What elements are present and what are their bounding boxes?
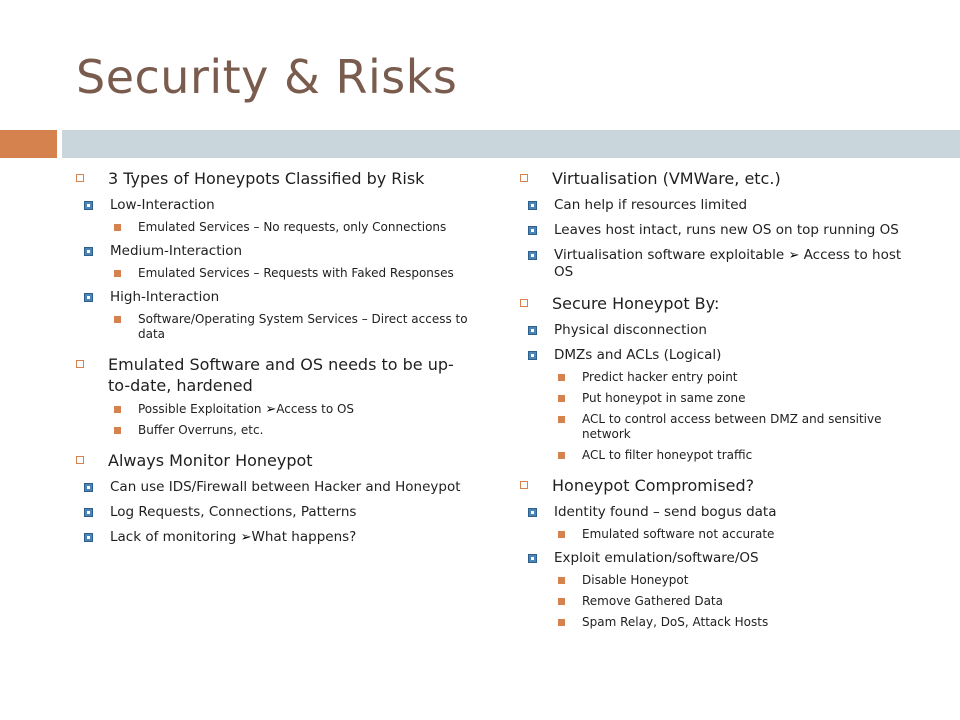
page-title: Security & Risks [76,50,458,104]
detail-disable: Disable Honeypot [520,573,920,588]
square-bullet-icon [558,452,565,459]
square-bullet-icon [528,251,537,260]
title-accent-bar [0,130,57,158]
square-bullet-icon [84,508,93,517]
square-bullet-icon [558,395,565,402]
square-bullet-icon [558,531,565,538]
sub-bullet-resources: Can help if resources limited [520,197,920,214]
detail-spam-relay: Spam Relay, DoS, Attack Hosts [520,615,920,630]
detail-acl-control: ACL to control access between DMZ and sensitive network [520,412,920,442]
square-bullet-icon [76,360,84,368]
square-bullet-icon [558,374,565,381]
right-column [520,168,920,630]
square-bullet-icon [528,508,537,517]
sub-bullet-low: Low-Interaction [76,197,474,214]
sub-bullet-medium: Medium-Interaction [76,243,474,260]
detail-exploitation: Possible Exploitation ➢Access to OS [76,402,474,417]
arrow-icon: ➢ [265,402,277,417]
bullet-monitor: Always Monitor Honeypot [76,450,474,471]
square-bullet-icon [528,351,537,360]
square-bullet-icon [558,577,565,584]
sub-bullet-exploitable: Virtualisation software exploitable ➢ Access to host OS [520,247,920,281]
bullet-compromised: Honeypot Compromised? [520,475,920,496]
square-bullet-icon [76,174,84,182]
square-bullet-icon [528,226,537,235]
sub-bullet-identity: Identity found – send bogus data [520,504,920,521]
square-bullet-icon [520,481,528,489]
arrow-icon: ➢ [240,530,252,545]
square-bullet-icon [84,201,93,210]
sub-bullet-log: Log Requests, Connections, Patterns [76,504,474,521]
square-bullet-icon [84,293,93,302]
detail-remove-data: Remove Gathered Data [520,594,920,609]
square-bullet-icon [558,619,565,626]
detail-buffer-overruns: Buffer Overruns, etc. [76,423,474,438]
arrow-icon: ➢ [788,248,800,263]
square-bullet-icon [114,224,121,231]
square-bullet-icon [520,174,528,182]
bullet-secure-honeypot: Secure Honeypot By: [520,293,920,314]
square-bullet-icon [558,416,565,423]
bullet-emulated-software: Emulated Software and OS needs to be up-to-date, hardened [76,354,474,396]
detail-same-zone: Put honeypot in same zone [520,391,920,406]
square-bullet-icon [84,483,93,492]
bullet-virtualisation: Virtualisation (VMWare, etc.) [520,168,920,189]
detail-not-accurate: Emulated software not accurate [520,527,920,542]
detail-predict: Predict hacker entry point [520,370,920,385]
square-bullet-icon [114,316,121,323]
square-bullet-icon [114,427,121,434]
square-bullet-icon [528,201,537,210]
left-column [76,168,474,546]
sub-bullet-lack-monitoring: Lack of monitoring ➢What happens? [76,529,474,546]
detail-high: Software/Operating System Services – Direct access to data [76,312,474,342]
detail-medium: Emulated Services – Requests with Faked Responses [76,266,474,281]
square-bullet-icon [84,247,93,256]
square-bullet-icon [528,554,537,563]
square-bullet-icon [520,299,528,307]
sub-bullet-high: High-Interaction [76,289,474,306]
square-bullet-icon [84,533,93,542]
detail-low: Emulated Services – No requests, only Connections [76,220,474,235]
sub-bullet-physical: Physical disconnection [520,322,920,339]
sub-bullet-host-intact: Leaves host intact, runs new OS on top running OS [520,222,920,239]
square-bullet-icon [114,406,121,413]
detail-acl-filter: ACL to filter honeypot traffic [520,448,920,463]
sub-bullet-exploit-emulation: Exploit emulation/software/OS [520,550,920,567]
title-band [62,130,960,158]
square-bullet-icon [558,598,565,605]
sub-bullet-ids: Can use IDS/Firewall between Hacker and Honeypot [76,479,474,496]
sub-bullet-dmz-acl: DMZs and ACLs (Logical) [520,347,920,364]
square-bullet-icon [528,326,537,335]
square-bullet-icon [114,270,121,277]
bullet-honeypot-types: 3 Types of Honeypots Classified by Risk [76,168,474,189]
square-bullet-icon [76,456,84,464]
